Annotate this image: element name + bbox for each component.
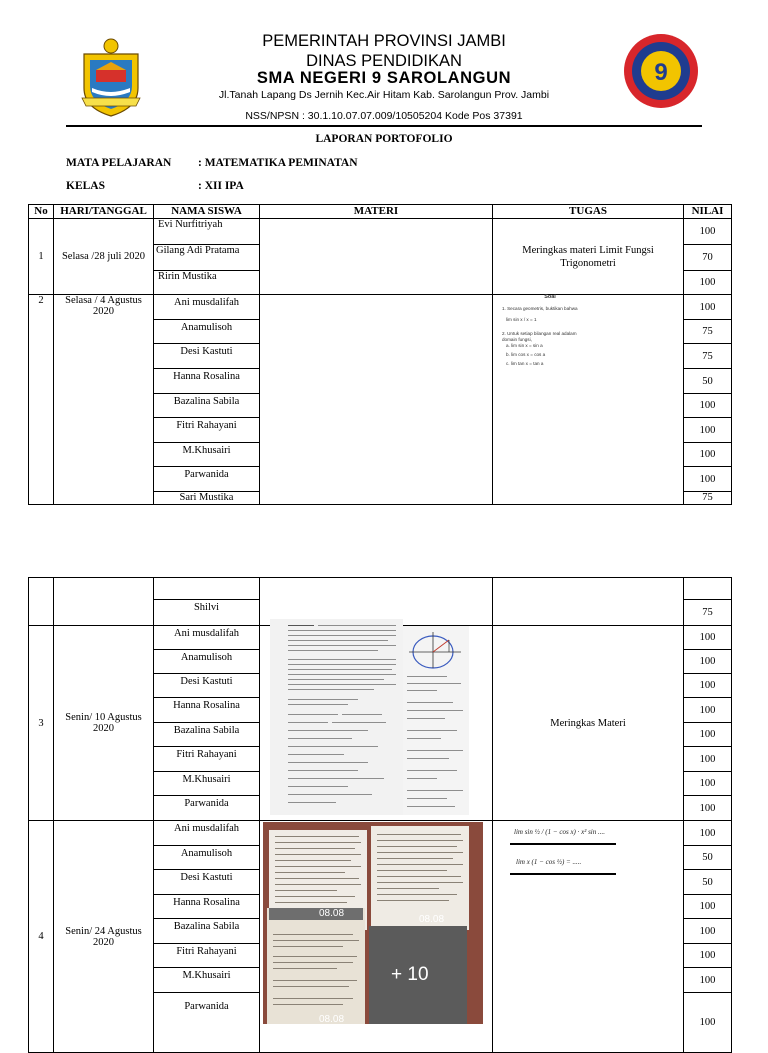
header-npsn: NSS/NPSN : 30.1.10.07.07.009/10505204 Kode Pos 37391 (245, 110, 523, 122)
task-cell (493, 578, 684, 626)
column-header-material: MATERI (260, 205, 493, 219)
student-score: 100 (684, 443, 732, 467)
subject-value: : MATEMATIKA PEMINATAN (198, 157, 358, 169)
soal-question-1: 1. Secara geometris, buktikan bahwa (502, 306, 578, 311)
student-score: 100 (684, 968, 732, 993)
row-number: 2 (29, 295, 54, 505)
student-name: M.Khusairi (154, 772, 260, 796)
row-number: 1 (29, 219, 54, 295)
student-score: 100 (684, 418, 732, 443)
scanned-summary-page-left (270, 619, 403, 815)
header-divider (66, 125, 702, 127)
student-name: Gilang Adi Pratama (154, 245, 260, 271)
student-name: M.Khusairi (154, 968, 260, 993)
row-date: Senin/ 24 Agustus 2020 (54, 821, 154, 1053)
portfolio-table-page1 (28, 204, 732, 505)
student-name: Evi Nurfitriyah (154, 219, 260, 245)
photo-timestamp-1: 08.08 (319, 908, 345, 919)
row-number: 4 (29, 821, 54, 1053)
student-score: 100 (684, 467, 732, 492)
student-name: M.Khusairi (154, 443, 260, 467)
student-score: 50 (684, 846, 732, 870)
soal-formula-1: lim sin x / x = 1 (506, 317, 537, 322)
student-name: Ani musdalifah (154, 626, 260, 650)
student-score-empty (684, 578, 732, 600)
class-value: : XII IPA (198, 180, 244, 192)
soal-question-2-domain: domain fungsi, (502, 337, 532, 342)
student-name: Bazalina Sabila (154, 394, 260, 418)
student-name: Fitri Rahayani (154, 418, 260, 443)
student-score: 100 (684, 698, 732, 723)
student-score: 100 (684, 271, 732, 295)
student-name: Ani musdalifah (154, 821, 260, 846)
student-name: Parwanida (154, 796, 260, 821)
row-number: 3 (29, 626, 54, 821)
student-score: 100 (684, 821, 732, 846)
material-cell (260, 295, 493, 505)
photo-more-count: + 10 (391, 964, 429, 985)
student-score: 75 (684, 344, 732, 369)
school-logo-icon (622, 32, 700, 110)
student-score: 100 (684, 895, 732, 919)
soal-title: Soal (544, 294, 556, 300)
soal-question-2: 2. Untuk setiap bilangan real adalam (502, 331, 577, 336)
student-score: 70 (684, 245, 732, 271)
assignment-question-image (498, 294, 598, 404)
header-address: Jl.Tanah Lapang Ds Jernih Kec.Air Hitam Kab. Sarolangun Prov. Jambi (218, 89, 550, 101)
student-name-empty (154, 578, 260, 600)
school-logo-number: 9 (654, 59, 668, 86)
student-name: Shilvi (154, 600, 260, 626)
student-name: Desi Kastuti (154, 674, 260, 698)
student-score: 100 (684, 919, 732, 944)
student-name: Anamulisoh (154, 320, 260, 344)
student-score: 100 (684, 993, 732, 1053)
student-score: 100 (684, 219, 732, 245)
header-school-name: SMA NEGERI 9 SAROLANGUN (256, 69, 512, 87)
student-name: Ani musdalifah (154, 295, 260, 320)
student-name: Bazalina Sabila (154, 723, 260, 747)
student-score: 100 (684, 723, 732, 747)
student-name: Parwanida (154, 467, 260, 492)
photo-timestamp-2: 08.08 (419, 914, 445, 925)
table-row (29, 578, 732, 600)
student-score: 100 (684, 650, 732, 674)
student-name: Hanna Rosalina (154, 369, 260, 394)
header-agency-line: DINAS PENDIDIKAN (306, 52, 462, 70)
row-number (29, 578, 54, 626)
soal-question-2c: c. lim tan x = tan a (506, 361, 544, 366)
report-title: LAPORAN PORTOFOLIO (315, 133, 453, 145)
student-name: Hanna Rosalina (154, 895, 260, 919)
student-name: Bazalina Sabila (154, 919, 260, 944)
column-header-no: No (29, 205, 54, 219)
student-name: Desi Kastuti (154, 870, 260, 895)
row-date: Selasa /28 juli 2020 (54, 219, 154, 295)
column-header-name: NAMA SISWA (154, 205, 260, 219)
student-score: 100 (684, 796, 732, 821)
student-score: 100 (684, 394, 732, 418)
student-name: Fitri Rahayani (154, 747, 260, 772)
task-cell: Meringkas materi Limit Fungsi Trigonometri (493, 219, 684, 295)
header-government-line: PEMERINTAH PROVINSI JAMBI (262, 32, 506, 50)
photo-chat-screenshot (267, 908, 365, 1024)
student-name: Sari Mustika (154, 492, 260, 505)
student-score: 100 (684, 295, 732, 320)
student-score: 75 (684, 600, 732, 626)
row-date: Senin/ 10 Agustus 2020 (54, 626, 154, 821)
scanned-summary-page-right (403, 626, 469, 815)
student-name: Anamulisoh (154, 650, 260, 674)
student-score: 100 (684, 944, 732, 968)
student-name: Anamulisoh (154, 846, 260, 870)
photo-time-bubble (269, 908, 363, 920)
student-name: Parwanida (154, 993, 260, 1053)
table-row (29, 295, 732, 320)
column-header-date: HARI/TANGGAL (54, 205, 154, 219)
student-score: 50 (684, 870, 732, 895)
formula-rule-1 (510, 843, 616, 845)
class-label: KELAS (66, 180, 105, 192)
subject-label: MATA PELAJARAN (66, 157, 172, 169)
student-name: Desi Kastuti (154, 344, 260, 369)
soal-question-2b: b. lim cos x = cos a (506, 352, 546, 357)
material-cell (260, 219, 493, 295)
student-score: 100 (684, 626, 732, 650)
student-score: 75 (684, 320, 732, 344)
table-row (29, 219, 732, 245)
row-date: Selasa / 4 Agustus 2020 (54, 295, 154, 505)
soal-question-2a: a. lim sin x = sin a (506, 343, 543, 348)
student-score: 100 (684, 747, 732, 772)
student-score: 75 (684, 492, 732, 505)
column-header-task: TUGAS (493, 205, 684, 219)
student-score: 100 (684, 674, 732, 698)
photo-timestamp-3: 08.08 (319, 1014, 345, 1024)
student-score: 50 (684, 369, 732, 394)
student-name: Fitri Rahayani (154, 944, 260, 968)
student-name: Ririn Mustika (154, 271, 260, 295)
jambi-province-emblem-icon (78, 36, 144, 118)
column-header-score: NILAI (684, 205, 732, 219)
formula-rule-2 (510, 873, 616, 875)
row-date (54, 578, 154, 626)
table-header-row (29, 205, 732, 219)
student-score: 100 (684, 772, 732, 796)
student-name: Hanna Rosalina (154, 698, 260, 723)
task-cell (493, 821, 684, 1053)
task-cell: Meringkas Materi (493, 626, 684, 821)
unit-circle-diagram-icon (405, 630, 467, 670)
student-work-photo-collage (263, 822, 483, 1024)
task-formula-2: lim x (1 − cos ½) = ..... (516, 858, 582, 866)
task-formula-1: lim sin ½ / (1 − cos x) · x² sin .... (514, 828, 606, 836)
